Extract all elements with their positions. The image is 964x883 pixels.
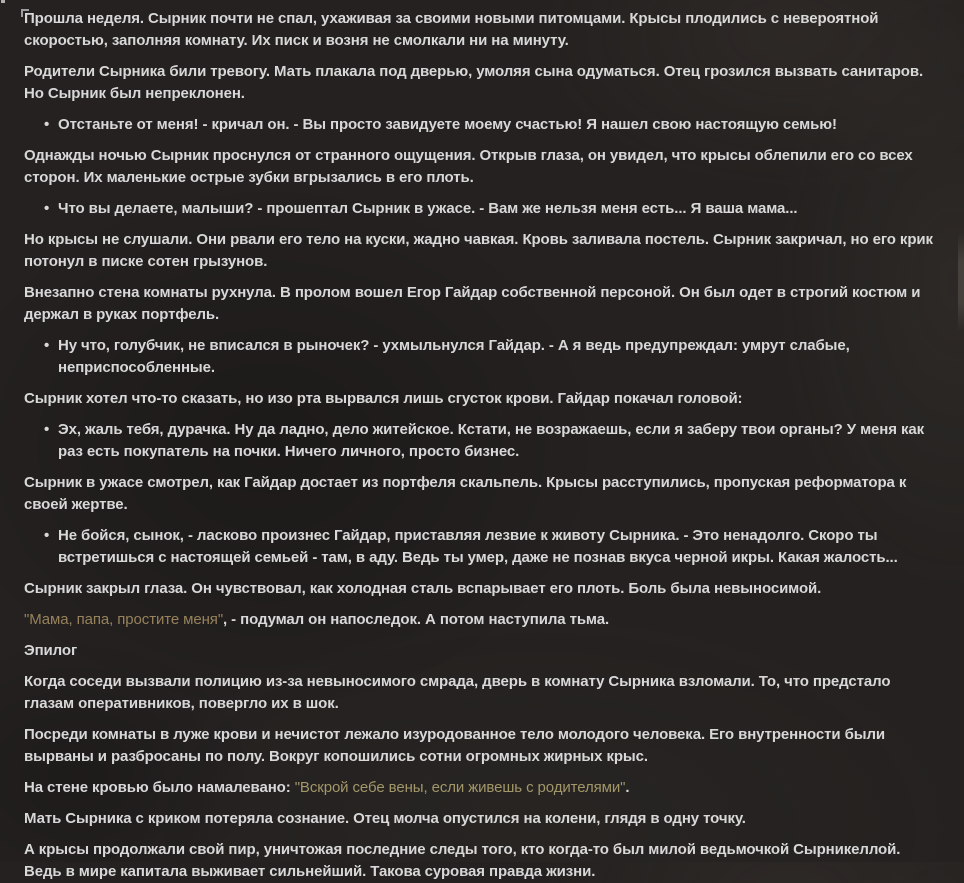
story-bullet-item [24, 419, 940, 463]
story-bullet-item [24, 525, 940, 569]
story-paragraph [24, 229, 940, 273]
story-bullet-item [24, 335, 940, 379]
text-run: Но крысы не слушали. Они рвали его тело на куски, жадно чавкая. Кровь заливала постель. Сырник закричал, но его крик потонул в писке сотен грызунов. [24, 231, 933, 270]
text-run: Когда соседи вызвали полицию из-за невыносимого смрада, дверь в комнату Сырника взломали. То, что предстало глазам оперативников, повергло их в шок. [24, 673, 891, 712]
text-run: Сырник в ужасе смотрел, как Гайдар достает из портфеля скальпель. Крысы расступились, пропуская реформатора к своей жертве. [24, 474, 907, 513]
story-paragraph [24, 724, 940, 768]
corner-artifact-bracket [21, 9, 29, 17]
text-run: Внезапно стена комнаты рухнула. В пролом вошел Егор Гайдар собственной персоной. Он был одет в строгий костюм и держал в руках портфель. [24, 284, 921, 323]
text-run: Мать Сырника с криком потеряла сознание. Отец молча опустился на колени, глядя в одну точку. [24, 810, 746, 827]
text-run: Сырник закрыл глаза. Он чувствовал, как холодная сталь вспарывает его плоть. Боль была невыносимой. [24, 580, 822, 597]
story-paragraph [24, 388, 940, 410]
text-run: На стене кровью было намалевано: [24, 779, 295, 796]
story-paragraph [24, 282, 940, 326]
text-run: Что вы делаете, малыши? - прошептал Сырник в ужасе. - Вам же нельзя меня есть... Я ваша мама... [58, 200, 798, 217]
highlighted-quote: "Мама, папа, простите меня" [24, 611, 224, 628]
text-run: , - подумал он напоследок. А потом наступила тьма. [223, 611, 610, 628]
story-paragraph [24, 61, 940, 105]
story-paragraph [24, 839, 940, 883]
text-run: Родители Сырника били тревогу. Мать плакала под дверью, умоляя сына одуматься. Отец грозился вызвать санитаров. Но Сырник был непреклонен. [24, 63, 924, 102]
text-run: Посреди комнаты в луже крови и нечистот лежало изуродованное тело молодого человека. Его внутренности были вырваны и разбросаны по полу. Вокруг копошились сотни огромных жирных крыс. [24, 726, 886, 765]
story-paragraph [24, 472, 940, 516]
text-run: Отстаньте от меня! - кричал он. - Вы просто завидуете моему счастью! Я нашел свою настоящую семью! [58, 116, 837, 133]
right-edge-streak [958, 232, 964, 332]
text-run: Эх, жаль тебя, дурачка. Ну да ладно, дело житейское. Кстати, не возражаешь, если я заберу твои органы? У меня как раз есть покупатель на почки. Ничего личного, просто бизнес. [58, 421, 925, 460]
text-run: Сырник хотел что-то сказать, но изо рта вырвался лишь сгусток крови. Гайдар покачал головой: [24, 390, 743, 407]
story-paragraph [24, 145, 940, 189]
text-run: Однажды ночью Сырник проснулся от странного ощущения. Открыв глаза, он увидел, что крысы облепили его со всех сторон. Их маленькие острые зубки вгрызались в его плоть. [24, 147, 913, 186]
story-bullet-item [24, 114, 940, 136]
story-paragraph [24, 609, 940, 631]
text-run: Эпилог [24, 642, 78, 659]
highlighted-quote: "Вскрой себе вены, если живешь с родителями" [294, 779, 626, 796]
story-paragraph [24, 640, 940, 662]
story-bullet-item [24, 198, 940, 220]
text-run: А крысы продолжали свой пир, уничтожая последние следы того, кто когда-то был милой ведьмочкой Сырникеллой. Ведь в мире капитала выживает сильнейший. Такова суровая правда жизни. [24, 841, 901, 880]
text-run: Ну что, голубчик, не вписался в рыночек? - ухмыльнулся Гайдар. - А я ведь предупреждал: умрут слабые, неприспособленные. [58, 337, 850, 376]
story-paragraph [24, 777, 940, 799]
corner-artifact-dot [1, 0, 5, 3]
story-paragraph [24, 8, 940, 52]
story-paragraph [24, 808, 940, 830]
text-run: Не бойся, сынок, - ласково произнес Гайдар, приставляя лезвие к животу Сырника. - Это ненадолго. Скоро ты встретишься с настоящей семьей - там, в аду. Ведь ты умер, даже не познав вкуса черной икры. Какая жалость... [58, 527, 898, 566]
text-run: . [625, 779, 630, 796]
story-paragraph [24, 578, 940, 600]
story-paragraph [24, 671, 940, 715]
text-run: Прошла неделя. Сырник почти не спал, ухаживая за своими новыми питомцами. Крысы плодились с невероятной скоростью, заполняя комнату. Их писк и возня не смолкали ни на минуту. [24, 10, 879, 49]
